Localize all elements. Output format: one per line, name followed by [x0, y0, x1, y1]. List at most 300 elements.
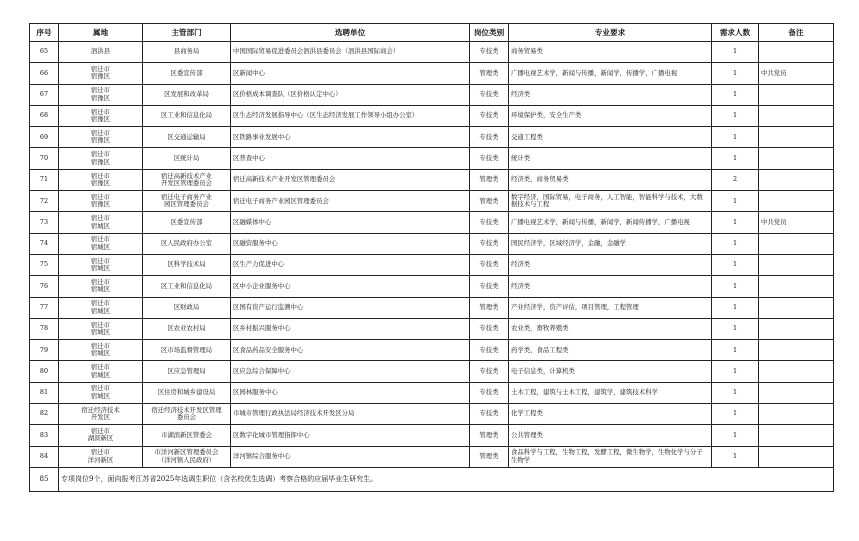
- table-row: [30, 169, 834, 190]
- footer-no: 85: [30, 467, 59, 491]
- cell-area-text: 宿迁市 宿豫区: [90, 86, 111, 102]
- cell-category: [470, 276, 509, 297]
- cell-no: [30, 276, 59, 297]
- cell-no: [30, 446, 59, 467]
- cell-count-text: 1: [732, 132, 738, 141]
- cell-dept-text: 区财政局: [173, 303, 200, 311]
- cell-count-text: 1: [732, 68, 738, 77]
- cell-unit-text: 区食品药品安全服务中心: [233, 345, 304, 354]
- cell-area: [59, 254, 143, 275]
- cell-unit: [231, 127, 470, 148]
- cell-no: [30, 212, 59, 233]
- table-row: [30, 276, 834, 297]
- cell-major: [509, 105, 712, 126]
- cell-area: [59, 42, 143, 63]
- cell-note: [759, 148, 834, 169]
- cell-category-text: 管理类: [479, 452, 499, 461]
- cell-dept-text: 宿迁电子商务产业 园区管理委员会: [160, 192, 213, 209]
- cell-category-text: 专技类: [479, 409, 499, 418]
- cell-dept-text: 区交通运输局: [167, 132, 206, 141]
- cell-major: [509, 233, 712, 254]
- cell-count-text: 1: [732, 260, 738, 269]
- cell-major-text: 经济类: [511, 90, 531, 99]
- header-area: 属地: [59, 24, 143, 42]
- cell-category-text: 专技类: [479, 153, 499, 162]
- cell-area-text: 宿迁市 宿豫区: [90, 65, 111, 81]
- cell-category: [470, 191, 509, 212]
- cell-note: [759, 297, 834, 318]
- cell-note-text: 中共党员: [761, 68, 787, 77]
- cell-unit-text: 区普查中心: [233, 153, 265, 162]
- cell-major: [509, 84, 712, 105]
- cell-category: [470, 84, 509, 105]
- cell-count: [712, 127, 759, 148]
- cell-area-text: 宿迁市 宿城区: [90, 235, 111, 251]
- cell-dept: [143, 340, 231, 361]
- cell-count-text: 1: [732, 366, 738, 375]
- cell-major-text: 广播电视艺术学，新闻与传播，新闻学，传播学，广播电视: [511, 68, 678, 77]
- cell-no: [30, 340, 59, 361]
- cell-unit: [231, 361, 470, 382]
- table-row: [30, 63, 834, 84]
- cell-no-text: 72: [39, 196, 49, 205]
- cell-area: [59, 169, 143, 190]
- cell-unit-text: 市城市管理行政执法局经济技术开发区分局: [233, 409, 355, 418]
- cell-no-text: 68: [39, 111, 49, 120]
- cell-major: [509, 404, 712, 425]
- cell-count-text: 1: [732, 196, 738, 205]
- cell-area-text: 宿迁市 宿城区: [90, 341, 111, 358]
- cell-area-text: 泗洪县: [90, 47, 111, 56]
- header-no: 序号: [30, 24, 59, 42]
- cell-major-text: 农业类，畜牧养殖类: [511, 324, 569, 333]
- cell-no: [30, 404, 59, 425]
- cell-major-text: 经济类，商务贸易类: [511, 175, 569, 184]
- cell-count-text: 1: [732, 303, 738, 311]
- cell-category: [470, 425, 509, 446]
- cell-count: [712, 191, 759, 212]
- cell-no: [30, 297, 59, 318]
- cell-major-text: 公共管理类: [511, 430, 543, 439]
- cell-dept-text: 区科学技术局: [167, 260, 206, 269]
- cell-area: [59, 233, 143, 254]
- header-note: 备注: [759, 24, 834, 42]
- cell-area-text: 宿迁市 宿城区: [90, 384, 111, 400]
- cell-note: [759, 340, 834, 361]
- cell-count-text: 1: [732, 409, 738, 418]
- cell-unit: [231, 105, 470, 126]
- cell-area-text: 宿迁经济技术 开发区: [81, 405, 120, 422]
- cell-unit: [231, 42, 470, 63]
- cell-major-text: 电子信息类，计算机类: [511, 366, 575, 375]
- cell-major-text: 商务贸易类: [511, 47, 543, 56]
- cell-dept-text: 区市场监督管理局: [160, 345, 213, 354]
- cell-no: [30, 425, 59, 446]
- cell-major-text: 交通工程类: [511, 132, 543, 141]
- cell-unit-text: 区国有资产运行监测中心: [233, 303, 304, 311]
- cell-category-text: 专技类: [479, 47, 499, 56]
- cell-unit-text: 区融资服务中心: [233, 239, 278, 248]
- cell-no-text: 75: [39, 260, 49, 269]
- cell-count: [712, 254, 759, 275]
- cell-no: [30, 382, 59, 403]
- cell-dept-text: 区统计局: [173, 153, 200, 162]
- cell-dept-text: 县商务局: [173, 47, 200, 56]
- table-row: [30, 446, 834, 467]
- cell-unit-text: 区价格成本调查队（区价格认定中心）: [233, 90, 342, 99]
- cell-dept: [143, 254, 231, 275]
- cell-no-text: 81: [39, 388, 49, 397]
- cell-major: [509, 127, 712, 148]
- cell-category-text: 专技类: [479, 388, 499, 397]
- cell-dept: [143, 361, 231, 382]
- cell-major: [509, 169, 712, 190]
- cell-no-text: 76: [39, 281, 49, 290]
- cell-unit: [231, 382, 470, 403]
- cell-dept-text: 市洋河新区管理委员会 （洋河镇人民政府）: [154, 448, 219, 464]
- cell-unit-text: 中国国际贸易促进委员会泗洪县委员会（泗洪县国际商会）: [233, 47, 400, 56]
- cell-major: [509, 42, 712, 63]
- cell-major-text: 土木工程，建筑与土木工程，建筑学，建筑技术科学: [511, 388, 658, 397]
- table-row: [30, 191, 834, 212]
- table-row: [30, 425, 834, 446]
- cell-unit: [231, 318, 470, 339]
- cell-area-text: 宿迁市 湖滨新区: [87, 427, 114, 443]
- cell-dept-text: 区住房和城乡建设局: [157, 388, 216, 397]
- cell-count: [712, 169, 759, 190]
- table-body: [30, 42, 834, 492]
- cell-area: [59, 446, 143, 467]
- cell-dept: [143, 63, 231, 84]
- cell-note: [759, 254, 834, 275]
- cell-dept-text: 区应急管理局: [167, 366, 206, 375]
- cell-no: [30, 318, 59, 339]
- cell-count: [712, 42, 759, 63]
- header-count: 需求人数: [712, 24, 759, 42]
- cell-area-text: 宿迁市 宿豫区: [90, 192, 111, 209]
- table-row: [30, 254, 834, 275]
- cell-area: [59, 191, 143, 212]
- cell-note: [759, 42, 834, 63]
- cell-count: [712, 404, 759, 425]
- cell-area-text: 宿迁市 宿城区: [90, 278, 111, 294]
- cell-count-text: 1: [732, 388, 738, 397]
- cell-unit-text: 区融媒体中心: [233, 217, 272, 226]
- cell-unit: [231, 63, 470, 84]
- cell-category-text: 专技类: [479, 324, 499, 333]
- footer-row: [30, 467, 834, 491]
- cell-unit: [231, 191, 470, 212]
- cell-unit-text: 宿迁高新技术产业开发区管理委员会: [233, 175, 336, 184]
- cell-no: [30, 63, 59, 84]
- cell-no: [30, 148, 59, 169]
- cell-dept: [143, 169, 231, 190]
- cell-dept: [143, 148, 231, 169]
- cell-category-text: 专技类: [479, 132, 499, 141]
- cell-unit-text: 区园林服务中心: [233, 388, 278, 397]
- cell-count: [712, 361, 759, 382]
- cell-dept-text: 区人民政府办公室: [160, 239, 213, 248]
- cell-major-text: 国民经济学，区域经济学，金融，金融学: [511, 239, 627, 248]
- cell-no: [30, 254, 59, 275]
- cell-no-text: 73: [39, 217, 49, 226]
- cell-dept: [143, 127, 231, 148]
- cell-category-text: 管理类: [479, 175, 499, 184]
- cell-dept: [143, 276, 231, 297]
- cell-count: [712, 318, 759, 339]
- cell-category-text: 管理类: [479, 430, 499, 439]
- cell-major-text: 统计类: [511, 153, 531, 162]
- cell-note: [759, 446, 834, 467]
- cell-category-text: 专技类: [479, 239, 499, 248]
- cell-unit-text: 宿迁电子商务产业园区管理委员会: [233, 196, 329, 205]
- cell-count: [712, 84, 759, 105]
- cell-area: [59, 404, 143, 425]
- cell-count-text: 2: [732, 175, 738, 184]
- cell-unit: [231, 340, 470, 361]
- cell-major: [509, 361, 712, 382]
- cell-dept: [143, 318, 231, 339]
- cell-major: [509, 191, 712, 212]
- cell-category: [470, 340, 509, 361]
- cell-area-text: 宿迁市 宿豫区: [90, 107, 111, 124]
- table-row: [30, 382, 834, 403]
- cell-dept-text: 区发展和改革局: [164, 90, 209, 99]
- cell-unit-text: 区生产力促进中心: [233, 260, 285, 269]
- cell-area-text: 宿迁市 洋河新区: [87, 448, 114, 464]
- cell-no-text: 74: [39, 239, 49, 248]
- cell-major-text: 广播电视艺术学，新闻与传播，新闻学，新闻传播学，广播电视: [511, 217, 690, 226]
- cell-count-text: 1: [732, 281, 738, 290]
- cell-unit: [231, 425, 470, 446]
- table-row: [30, 233, 834, 254]
- cell-dept: [143, 105, 231, 126]
- cell-major-text: 产业经济学，资产评估，项目管理，工程管理: [511, 303, 639, 311]
- cell-dept-text: 区农业农村局: [167, 324, 206, 333]
- cell-major: [509, 63, 712, 84]
- cell-area: [59, 105, 143, 126]
- cell-no: [30, 127, 59, 148]
- cell-area: [59, 127, 143, 148]
- cell-area-text: 宿迁市 宿城区: [90, 214, 111, 230]
- cell-dept: [143, 425, 231, 446]
- cell-area: [59, 276, 143, 297]
- cell-no: [30, 191, 59, 212]
- cell-major: [509, 318, 712, 339]
- cell-area: [59, 340, 143, 361]
- cell-count-text: 1: [732, 47, 738, 56]
- cell-category: [470, 105, 509, 126]
- cell-area: [59, 318, 143, 339]
- cell-category: [470, 42, 509, 63]
- cell-category-text: 管理类: [479, 68, 499, 77]
- cell-no-text: 84: [39, 452, 49, 461]
- cell-dept-text: 宿迁高新技术产业 开发区管理委员会: [160, 171, 213, 187]
- cell-dept: [143, 297, 231, 318]
- cell-dept: [143, 84, 231, 105]
- cell-area-text: 宿迁市 宿城区: [90, 299, 111, 315]
- header-dept: 主管部门: [143, 24, 231, 42]
- cell-major: [509, 340, 712, 361]
- cell-major: [509, 425, 712, 446]
- cell-category: [470, 254, 509, 275]
- cell-note: [759, 191, 834, 212]
- cell-dept: [143, 191, 231, 212]
- cell-category: [470, 382, 509, 403]
- cell-no-text: 69: [39, 132, 49, 141]
- cell-dept-text: 区委宣传部: [170, 68, 203, 77]
- header-unit: 选聘单位: [231, 24, 470, 42]
- cell-no-text: 66: [39, 68, 49, 77]
- cell-category: [470, 404, 509, 425]
- cell-note: [759, 63, 834, 84]
- table-row: [30, 297, 834, 318]
- cell-major-text: 食品科学与工程，生物工程，发酵工程，微生物学，生物化学与分子生物学: [511, 448, 703, 464]
- cell-note: [759, 425, 834, 446]
- cell-unit-text: 区新闻中心: [233, 68, 265, 77]
- cell-major: [509, 276, 712, 297]
- cell-unit-text: 区生态经济发展指导中心（区生态经济发展工作领导小组办公室）: [233, 111, 419, 120]
- table-row: [30, 148, 834, 169]
- cell-count-text: 1: [732, 430, 738, 439]
- cell-dept-text: 区工业和信息化局: [160, 281, 213, 290]
- cell-no-text: 67: [39, 90, 49, 99]
- cell-count-text: 1: [732, 452, 738, 461]
- table-row: [30, 105, 834, 126]
- cell-no-text: 82: [39, 409, 49, 418]
- cell-count-text: 1: [732, 90, 738, 99]
- cell-category-text: 专技类: [479, 366, 499, 375]
- table-row: [30, 212, 834, 233]
- table-row: [30, 42, 834, 63]
- cell-no: [30, 42, 59, 63]
- cell-dept-text: 市湖滨新区管委会: [160, 430, 213, 439]
- cell-no-text: 78: [39, 324, 49, 333]
- cell-major: [509, 382, 712, 403]
- cell-area: [59, 425, 143, 446]
- cell-area: [59, 148, 143, 169]
- cell-no-text: 77: [39, 303, 49, 311]
- cell-dept-text: 区委宣传部: [170, 217, 203, 226]
- cell-area-text: 宿迁市 宿城区: [90, 320, 111, 336]
- cell-dept-text: 宿迁经济技术开发区管理 委员会: [151, 405, 222, 422]
- cell-count: [712, 233, 759, 254]
- cell-dept: [143, 404, 231, 425]
- cell-no-text: 71: [39, 175, 49, 184]
- cell-area: [59, 361, 143, 382]
- cell-category: [470, 148, 509, 169]
- cell-unit: [231, 169, 470, 190]
- table-row: [30, 340, 834, 361]
- table-row: [30, 404, 834, 425]
- cell-dept: [143, 42, 231, 63]
- cell-major-text: 化学工程类: [511, 409, 543, 418]
- cell-count: [712, 148, 759, 169]
- cell-count: [712, 105, 759, 126]
- cell-note: [759, 318, 834, 339]
- cell-unit: [231, 212, 470, 233]
- cell-no-text: 80: [39, 366, 49, 375]
- cell-no-text: 65: [39, 47, 49, 56]
- cell-category: [470, 233, 509, 254]
- cell-area-text: 宿迁市 宿城区: [90, 363, 111, 379]
- recruitment-table: [29, 23, 834, 492]
- cell-major-text: 药学类，食品工程类: [511, 345, 569, 354]
- cell-category-text: 专技类: [479, 111, 499, 120]
- cell-note: [759, 382, 834, 403]
- table-row: [30, 127, 834, 148]
- cell-area-text: 宿迁市 宿豫区: [90, 171, 111, 187]
- cell-category: [470, 318, 509, 339]
- cell-area: [59, 84, 143, 105]
- cell-area: [59, 212, 143, 233]
- table-header-row: [30, 24, 834, 42]
- cell-category: [470, 361, 509, 382]
- cell-count: [712, 340, 759, 361]
- cell-unit: [231, 254, 470, 275]
- cell-no-text: 70: [39, 153, 49, 162]
- cell-unit: [231, 84, 470, 105]
- cell-unit-text: 洋河镇综合服务中心: [233, 452, 291, 461]
- cell-dept: [143, 233, 231, 254]
- cell-note-text: 中共党员: [761, 217, 787, 226]
- cell-major-text: 环境保护类，安全生产类: [511, 111, 582, 120]
- cell-unit: [231, 446, 470, 467]
- cell-category: [470, 169, 509, 190]
- cell-unit: [231, 148, 470, 169]
- cell-count: [712, 63, 759, 84]
- cell-category-text: 专技类: [479, 217, 499, 226]
- cell-count-text: 1: [732, 324, 738, 333]
- cell-count: [712, 297, 759, 318]
- cell-unit: [231, 297, 470, 318]
- cell-area-text: 宿迁市 宿豫区: [90, 150, 111, 166]
- cell-no: [30, 233, 59, 254]
- cell-note: [759, 276, 834, 297]
- cell-area-text: 宿迁市 宿城区: [90, 256, 111, 273]
- cell-no-text: 79: [39, 345, 49, 354]
- cell-category: [470, 212, 509, 233]
- cell-area: [59, 382, 143, 403]
- cell-no: [30, 84, 59, 105]
- cell-note: [759, 84, 834, 105]
- cell-no: [30, 105, 59, 126]
- cell-major: [509, 446, 712, 467]
- cell-unit-text: 区乡村振兴服务中心: [233, 324, 291, 333]
- cell-unit-text: 区数字化城市管理指挥中心: [233, 430, 310, 439]
- cell-category-text: 专技类: [479, 90, 499, 99]
- table-row: [30, 84, 834, 105]
- cell-major: [509, 297, 712, 318]
- table-row: [30, 361, 834, 382]
- cell-note: [759, 105, 834, 126]
- cell-count-text: 1: [732, 153, 738, 162]
- cell-category: [470, 446, 509, 467]
- cell-dept: [143, 382, 231, 403]
- cell-unit-text: 区中小企业服务中心: [233, 281, 291, 290]
- cell-dept: [143, 446, 231, 467]
- cell-count: [712, 446, 759, 467]
- cell-unit-text: 区应急综合保障中心: [233, 366, 291, 375]
- table-row: [30, 318, 834, 339]
- cell-unit: [231, 276, 470, 297]
- cell-major-text: 经济类: [511, 260, 531, 269]
- cell-note: [759, 233, 834, 254]
- cell-category: [470, 297, 509, 318]
- cell-area: [59, 63, 143, 84]
- cell-dept: [143, 212, 231, 233]
- cell-category-text: 管理类: [479, 196, 499, 205]
